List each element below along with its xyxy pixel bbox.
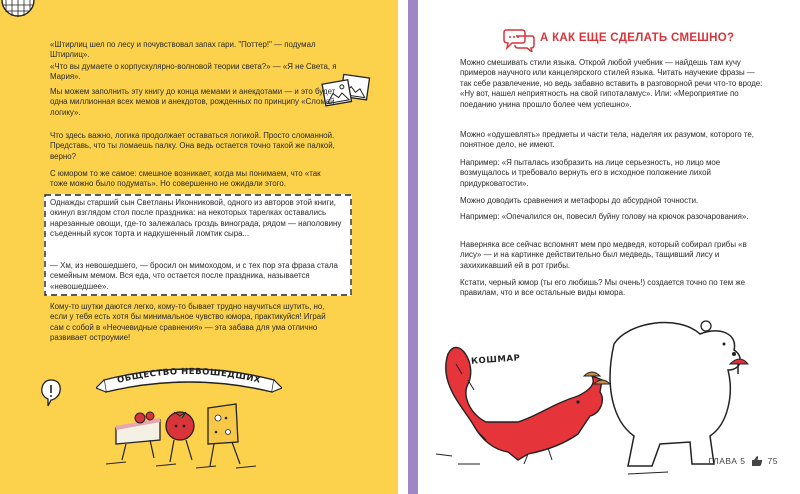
- leftovers-illustration: [96, 378, 266, 478]
- paragraph: Что здесь важно, логика продолжает оставаться логикой. Просто сломанной. Представь, что ты ломаешь палку. Она ведь остается точно такой же палкой, верно?: [50, 131, 335, 161]
- paragraph: С юмором то же самое: смешное возникает, когда мы понимаем, что «так тоже можно было подумать». Но совершенно не ожидали этого.: [50, 169, 321, 189]
- banner-text: ОБЩЕСТВО НЕВОШЕДШИХ: [116, 366, 262, 386]
- chapter-label: ГЛАВА 5: [708, 456, 746, 466]
- paragraph: Например: «Опечалился он, повесил буйну голову на крючок разочарования».: [460, 212, 749, 221]
- exclamation-bubble-icon: [40, 378, 62, 408]
- paragraph: «Что вы думаете о корпускулярно-волновой теории света?» — «Я не Света, я Мария».: [50, 62, 337, 82]
- disco-ball-icon: [0, 0, 36, 22]
- quote-paragraph: Однажды старший сын Светланы Иконниковой, одного из авторов этой книги, окинул взглядом стол после праздника: на некоторых тарелках оставались нарезанные овощи, где-то залежалась гроздь винограда, рядом — наполовину съеденный кусок торта и надкушенный ломтик сыра...: [50, 198, 342, 239]
- thumbs-up-icon: [751, 455, 763, 467]
- section-heading: А КАК ЕЩЕ СДЕЛАТЬ СМЕШНО?: [540, 32, 735, 44]
- page-number: 75: [767, 456, 778, 466]
- bear-and-fox-illustration: [428, 304, 768, 480]
- quote-box-border: [44, 194, 352, 296]
- paragraph: Можно смешивать стили языка. Открой любой учебник — найдешь там кучу примеров научного или канцелярского стилей языка. Читать научекие фразы — так себе развлечение, но ведь забавно вставить в разговорной речи что-то вроде: «Ну вот, нашел неприятность на свой гипоталамус». Или: «Мероприятие по поеданию унина прошло более чем успешно».: [460, 58, 763, 109]
- right-page: [408, 0, 800, 494]
- left-page: [0, 0, 398, 494]
- quote-paragraph: — Хм, из невошедшего, — бросил он мимоходом, и с тех пор эта фраза стала семейным мемом. Вся еда, что остается после праздника, называется «невошедшее».: [50, 261, 338, 291]
- paragraph: Наверняка все сейчас вспомнят мем про медведя, который собирал грибы «в лису» — и на картинке действительно был медведь, тащивший лису и захихикавший ей в рот грибы.: [460, 240, 747, 270]
- paragraph: Мы можем заполнить эту книгу до конца мемами и анекдотами — и это будет одна миллионная всех мемов и анекдотов, рожденных по принципу «Сломай логику».: [50, 87, 336, 117]
- paragraph: Кому-то шутки даются легко, кому-то бывает трудно научиться шутить, но, если у тебя есть хотя бы минимальное чувство юмора, практикуйся! Играй сам с собой в «Неочевидные сравнения» — эта забава для ума отлично развивает остроумие!: [50, 302, 326, 343]
- paragraph: Например: «Я пыталась изобразить на лице серьезность, но лицо мое возмущалось и требовало вернуть его в исходное положение лихой придурковатости».: [460, 158, 721, 188]
- paragraph: Можно «одушевлять» предметы и части тела, наделяя их разумом, которого те, понятное дело, не имеют.: [460, 130, 754, 150]
- page-footer: [709, 455, 779, 467]
- right-page-content: [418, 0, 800, 494]
- paragraph: «Штирлиц шел по лесу и почувствовал запах гари. "Поттер!" — подумал Штирлиц».: [50, 40, 316, 60]
- paragraph: Можно доводить сравнения и метафоры до абсурдной точности.: [460, 196, 699, 205]
- paragraph: Кстати, черный юмор (ты его любишь? Мы очень!) создается точно по тем же правилам, что и все остальные виды юмора.: [460, 278, 745, 298]
- speech-bubbles-icon: [502, 26, 536, 52]
- illustration-label: КОШМАР: [470, 353, 521, 367]
